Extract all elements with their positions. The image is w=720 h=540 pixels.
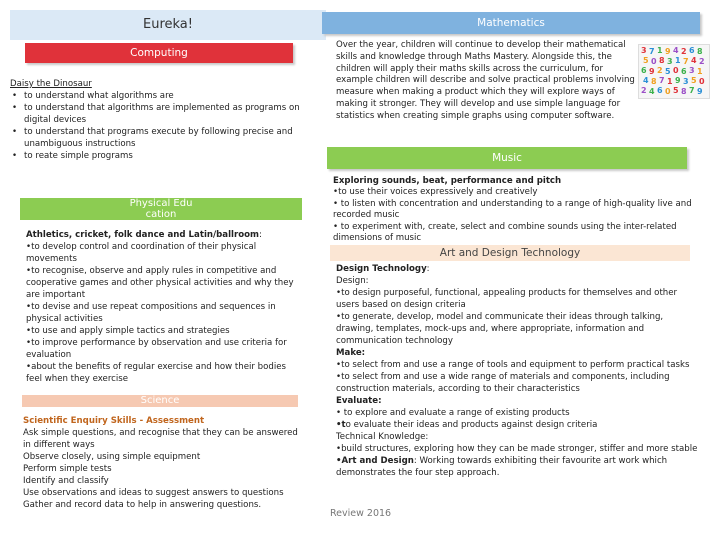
evaluate-bullet-bold: •t — [336, 420, 346, 430]
science-line: Identify and classify — [23, 476, 109, 486]
make-line: •to select from and use a wide range of materials and components, including construction materials, according to their characteristics — [336, 372, 670, 394]
svg-text:8: 8 — [659, 56, 665, 65]
svg-text:7: 7 — [683, 57, 689, 66]
technical-knowledge-line: •build structures, exploring how they can be made stronger, stiffer and more stable — [336, 444, 698, 454]
science-line: Perform simple tests — [23, 464, 112, 474]
svg-text:4: 4 — [673, 46, 679, 55]
svg-text:5: 5 — [673, 86, 679, 95]
science-line: Use observations and ideas to suggest answers to questions — [23, 488, 284, 498]
computing-item: • to understand that algorithms are implemented as programs on digital devices — [10, 102, 300, 126]
design-tech-heading: Design Technology — [336, 264, 427, 274]
computing-item: • to reate simple programs — [10, 150, 300, 162]
pe-line: •to devise and use repeat compositions and sequences in physical activities — [26, 302, 276, 324]
eureka-title: Eureka! — [143, 17, 193, 32]
music-title: Music — [492, 152, 522, 164]
svg-text:7: 7 — [659, 76, 665, 85]
svg-text:1: 1 — [667, 77, 673, 86]
science-line: Gather and record data to help in answering questions. — [23, 500, 262, 510]
svg-text:6: 6 — [689, 46, 695, 55]
svg-text:8: 8 — [651, 77, 657, 86]
artdt-banner — [330, 245, 690, 261]
pe-heading-bold: Athletics, cricket, folk dance and Latin/ballroom — [26, 230, 259, 240]
svg-text:9: 9 — [697, 87, 703, 96]
music-line: • to experiment with, create, select and combine sounds using the inter-related dimensions of music — [333, 221, 677, 244]
maths-banner — [322, 12, 700, 34]
art-design-bold: •Art and Design — [336, 456, 414, 466]
review-footer: Review 2016 — [330, 508, 392, 519]
evaluate-heading: Evaluate: — [336, 396, 382, 406]
pe-section — [26, 229, 298, 385]
svg-text:0: 0 — [651, 57, 657, 66]
svg-text:2: 2 — [699, 57, 705, 66]
computing-subtitle: Daisy the Dinosaur — [10, 79, 92, 89]
science-title: Science — [140, 395, 180, 406]
computing-item: • to understand that programs execute by following precise and unambiguous instructions — [10, 126, 300, 150]
svg-text:2: 2 — [641, 86, 647, 95]
maths-title: Mathematics — [477, 17, 545, 29]
svg-text:3: 3 — [667, 57, 673, 66]
technical-knowledge-label: Technical Knowledge: — [336, 432, 429, 442]
science-line: Ask simple questions, and recognise that they can be answered in different ways — [23, 428, 298, 450]
music-heading: Exploring sounds, beat, performance and pitch — [333, 176, 562, 186]
svg-text:8: 8 — [681, 87, 687, 96]
science-banner — [22, 395, 298, 407]
make-heading: Make: — [336, 348, 366, 358]
music-line: • to listen with concentration and understanding to a range of high-quality live and recorded music — [333, 198, 692, 221]
svg-text:1: 1 — [657, 46, 663, 55]
svg-text:2: 2 — [681, 47, 687, 56]
pe-title-line2: cation — [145, 209, 177, 220]
numbers-pattern-icon — [639, 45, 709, 98]
design-line: •to design purposeful, functional, appealing products for themselves and other users based on design criteria — [336, 288, 678, 310]
pe-heading-colon: : — [259, 230, 262, 240]
svg-text:6: 6 — [657, 86, 663, 95]
svg-text:2: 2 — [657, 66, 663, 75]
design-tech-colon: : — [426, 264, 430, 274]
svg-text:3: 3 — [689, 66, 695, 75]
svg-text:9: 9 — [665, 47, 671, 56]
pe-line: •about the benefits of regular exercise and how their bodies feel when they exercise — [26, 362, 287, 384]
artdt-section — [336, 263, 702, 479]
svg-text:5: 5 — [691, 76, 697, 85]
make-line: •to select from and use a range of tools and equipment to perform practical tasks — [336, 360, 690, 370]
svg-text:3: 3 — [641, 46, 647, 55]
design-label: Design: — [336, 276, 369, 286]
svg-text:7: 7 — [689, 86, 695, 95]
svg-text:4: 4 — [691, 56, 697, 65]
svg-text:6: 6 — [641, 66, 647, 75]
eureka-title-banner — [10, 10, 326, 40]
computing-section — [10, 78, 300, 162]
svg-text:4: 4 — [649, 87, 655, 96]
pe-line: •to develop control and coordination of their physical movements — [26, 242, 257, 264]
science-line: Observe closely, using simple equipment — [23, 452, 201, 462]
colourful-numbers-image — [638, 44, 710, 99]
svg-text:9: 9 — [675, 76, 681, 85]
art-design-rest: : Working towards exhibiting their favourite art work which demonstrates the four step approach. — [336, 456, 668, 478]
maths-paragraph: Over the year, children will continue to develop their mathematical skills and knowledge through Maths Mastery. Alongside this, the children will apply their maths skills across the curriculum, for example children will describe and solve practical problems involving measure when making a product which they will explore ways of making it stronger. They will develop and use simple language for statistics when creating simple graphs using computer software. — [336, 40, 635, 121]
pe-line: •to recognise, observe and apply rules in competitive and cooperative games and other physical activities and why they are important — [26, 266, 294, 300]
art-design-line — [336, 455, 702, 479]
music-line: •to use their voices expressively and creatively — [333, 187, 538, 198]
computing-list — [10, 90, 300, 162]
svg-text:5: 5 — [665, 67, 671, 76]
computing-item: • to understand what algorithms are — [10, 90, 300, 102]
pe-line: •to improve performance by observation and use criteria for evaluation — [26, 338, 287, 360]
design-line: •to generate, develop, model and communicate their ideas through talking, drawing, templates, mock-ups and, where appropriate, information and communication technology — [336, 312, 664, 346]
evaluate-line: • to explore and evaluate a range of existing products — [336, 408, 570, 418]
computing-banner — [25, 43, 293, 63]
pe-title-line1: Physical Edu — [129, 198, 193, 209]
pe-heading — [26, 229, 298, 241]
svg-text:0: 0 — [699, 77, 705, 86]
svg-text:9: 9 — [649, 67, 655, 76]
svg-text:5: 5 — [643, 56, 649, 65]
svg-text:8: 8 — [697, 47, 703, 56]
music-banner — [327, 147, 687, 169]
svg-text:0: 0 — [673, 66, 679, 75]
svg-text:3: 3 — [683, 77, 689, 86]
science-heading: Scientific Enquiry Skills - Assessment — [23, 416, 205, 426]
svg-text:1: 1 — [675, 56, 681, 65]
svg-text:1: 1 — [697, 67, 703, 76]
svg-text:4: 4 — [643, 76, 649, 85]
design-tech-heading-line — [336, 263, 702, 275]
pe-line: •to use and apply simple tactics and strategies — [26, 326, 230, 336]
computing-title: Computing — [130, 47, 188, 59]
evaluate-last: o evaluate their ideas and products against design criteria — [345, 420, 598, 430]
pe-banner — [20, 198, 302, 220]
svg-text:6: 6 — [681, 67, 687, 76]
svg-text:7: 7 — [649, 47, 655, 56]
science-section — [23, 415, 303, 511]
evaluate-line-last — [336, 419, 702, 431]
music-section — [333, 176, 699, 244]
svg-text:0: 0 — [665, 87, 671, 96]
artdt-title: Art and Design Technology — [439, 247, 581, 259]
